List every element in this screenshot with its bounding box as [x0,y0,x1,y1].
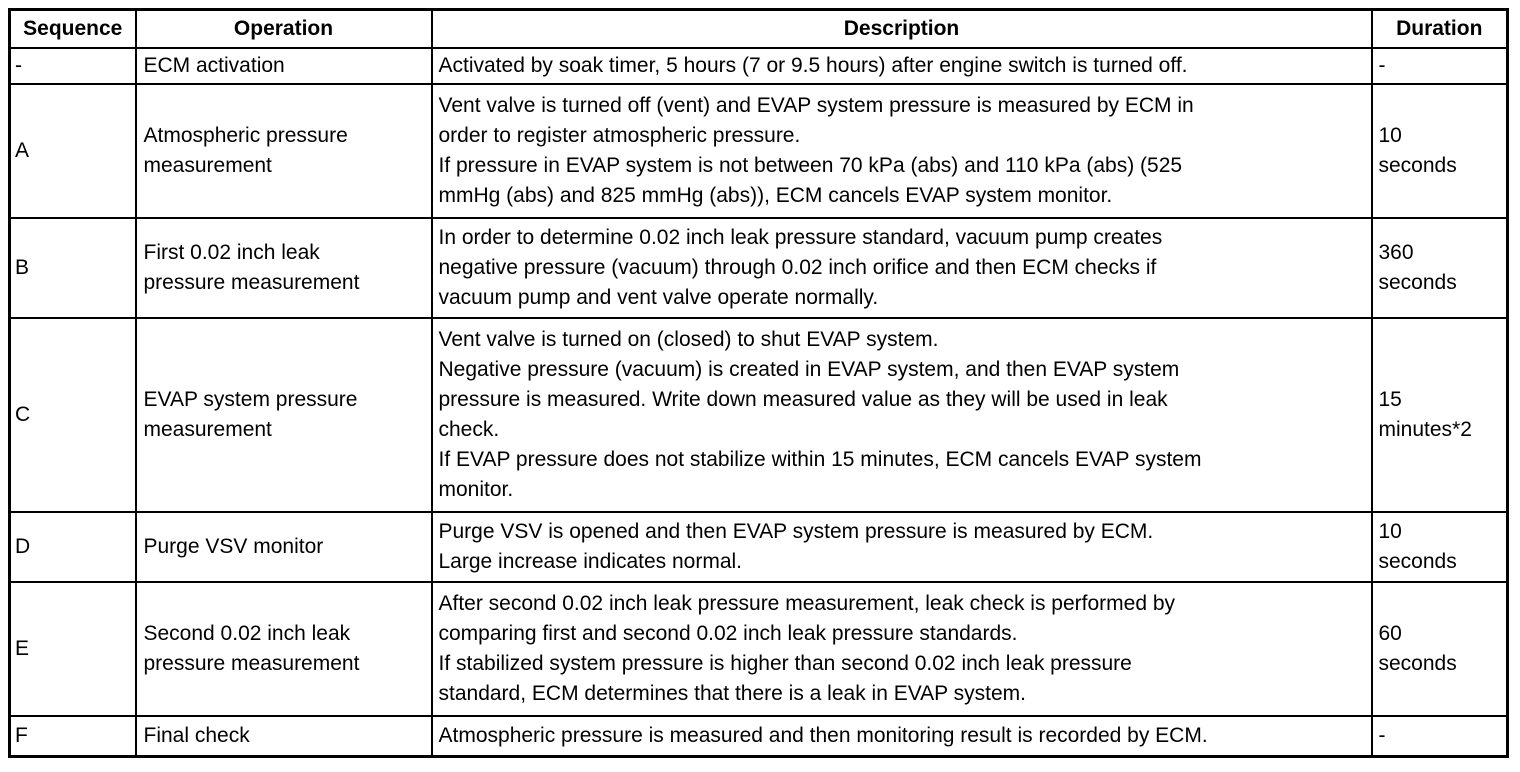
header-description: Description [432,10,1372,49]
description-cell-line: negative pressure (vacuum) through 0.02 inch orifice and then ECM checks if [438,256,1157,279]
table-row [10,318,1508,512]
description-cell-line: order to register atmospheric pressure. [438,124,801,147]
header-operation: Operation [136,10,432,49]
operation-cell-line: Atmospheric pressure [143,124,348,147]
duration-cell-line: 60 [1378,622,1402,645]
description-cell [432,48,1372,84]
duration-cell-line: seconds [1378,271,1457,294]
operation-cell-line: Second 0.02 inch leak [143,622,351,645]
table-row [10,48,1508,84]
header-row [10,10,1508,49]
duration-cell [1372,716,1508,756]
duration-cell-line: 10 [1378,124,1402,147]
sequence-cell: C [10,318,136,512]
evap-sequence-table-container [8,8,1509,758]
description-cell [432,218,1372,318]
description-cell [432,318,1372,512]
duration-cell [1372,318,1508,512]
operation-cell [136,84,432,218]
duration-cell-line: 15 [1378,388,1402,411]
operation-cell-line: measurement [143,418,272,441]
duration-cell-line: 10 [1378,520,1402,543]
description-cell-line: Negative pressure (vacuum) is created in EVAP system, and then EVAP system [438,358,1180,381]
duration-cell-line: seconds [1378,550,1457,573]
table-body [10,48,1508,756]
duration-cell [1372,582,1508,716]
duration-cell [1372,48,1508,84]
duration-cell-line: - [1378,723,1386,747]
duration-cell [1372,84,1508,218]
header-sequence: Sequence [10,10,136,49]
description-cell-line: standard, ECM determines that there is a leak in EVAP system. [438,682,1026,705]
sequence-cell: A [10,84,136,218]
description-cell [432,716,1372,756]
table-row [10,512,1508,582]
description-cell-line: In order to determine 0.02 inch leak pressure standard, vacuum pump creates [438,226,1163,249]
operation-cell-line: ECM activation [143,54,285,77]
table-row [10,84,1508,218]
operation-cell-line: measurement [143,154,272,177]
operation-cell-line: Final check [143,723,250,747]
sequence-cell: B [10,218,136,318]
description-cell-line: Vent valve is turned off (vent) and EVAP system pressure is measured by ECM in [438,94,1194,117]
sequence-cell: - [10,48,136,84]
duration-cell-line: - [1378,54,1386,77]
duration-cell-line: 360 [1378,241,1414,264]
description-cell-line: Vent valve is turned on (closed) to shut EVAP system. [438,328,939,351]
sequence-cell: D [10,512,136,582]
description-cell-line: comparing first and second 0.02 inch leak pressure standards. [438,622,1018,645]
description-cell-line: pressure is measured. Write down measured value as they will be used in leak [438,388,1168,411]
description-cell [432,84,1372,218]
table-row [10,582,1508,716]
duration-cell-line: minutes*2 [1378,418,1472,441]
operation-cell-line: EVAP system pressure [143,388,358,411]
description-cell [432,582,1372,716]
operation-cell [136,716,432,756]
description-cell-line: Activated by soak timer, 5 hours (7 or 9.5 hours) after engine switch is turned off. [438,54,1188,77]
description-cell-line: vacuum pump and vent valve operate normally. [438,286,879,309]
operation-cell-line: First 0.02 inch leak [143,241,320,264]
operation-cell [136,318,432,512]
description-cell-line: Atmospheric pressure is measured and then monitoring result is recorded by ECM. [438,723,1208,747]
description-cell-line: check. [438,418,500,441]
description-cell-line: monitor. [438,478,514,501]
operation-cell [136,512,432,582]
duration-cell [1372,218,1508,318]
description-cell-line: mmHg (abs) and 825 mmHg (abs)), ECM cancels EVAP system monitor. [438,184,1113,207]
description-cell [432,512,1372,582]
table-row [10,716,1508,756]
sequence-cell: E [10,582,136,716]
description-cell-line: If EVAP pressure does not stabilize within 15 minutes, ECM cancels EVAP system [438,448,1202,471]
duration-cell-line: seconds [1378,652,1457,675]
operation-cell-line: Purge VSV monitor [143,535,324,558]
description-cell-line: Purge VSV is opened and then EVAP system pressure is measured by ECM. [438,520,1154,543]
operation-cell-line: pressure measurement [143,652,360,675]
description-cell-line: If pressure in EVAP system is not between 70 kPa (abs) and 110 kPa (abs) (525 [438,154,1183,177]
operation-cell [136,582,432,716]
description-cell-line: After second 0.02 inch leak pressure measurement, leak check is performed by [438,592,1176,615]
header-duration: Duration [1372,10,1508,49]
duration-cell-line: seconds [1378,154,1457,177]
table-row [10,218,1508,318]
operation-cell [136,48,432,84]
duration-cell [1372,512,1508,582]
sequence-cell: F [10,716,136,756]
operation-cell-line: pressure measurement [143,271,360,294]
operation-cell [136,218,432,318]
description-cell-line: If stabilized system pressure is higher than second 0.02 inch leak pressure [438,652,1132,675]
evap-sequence-table [8,8,1509,758]
description-cell-line: Large increase indicates normal. [438,550,742,573]
